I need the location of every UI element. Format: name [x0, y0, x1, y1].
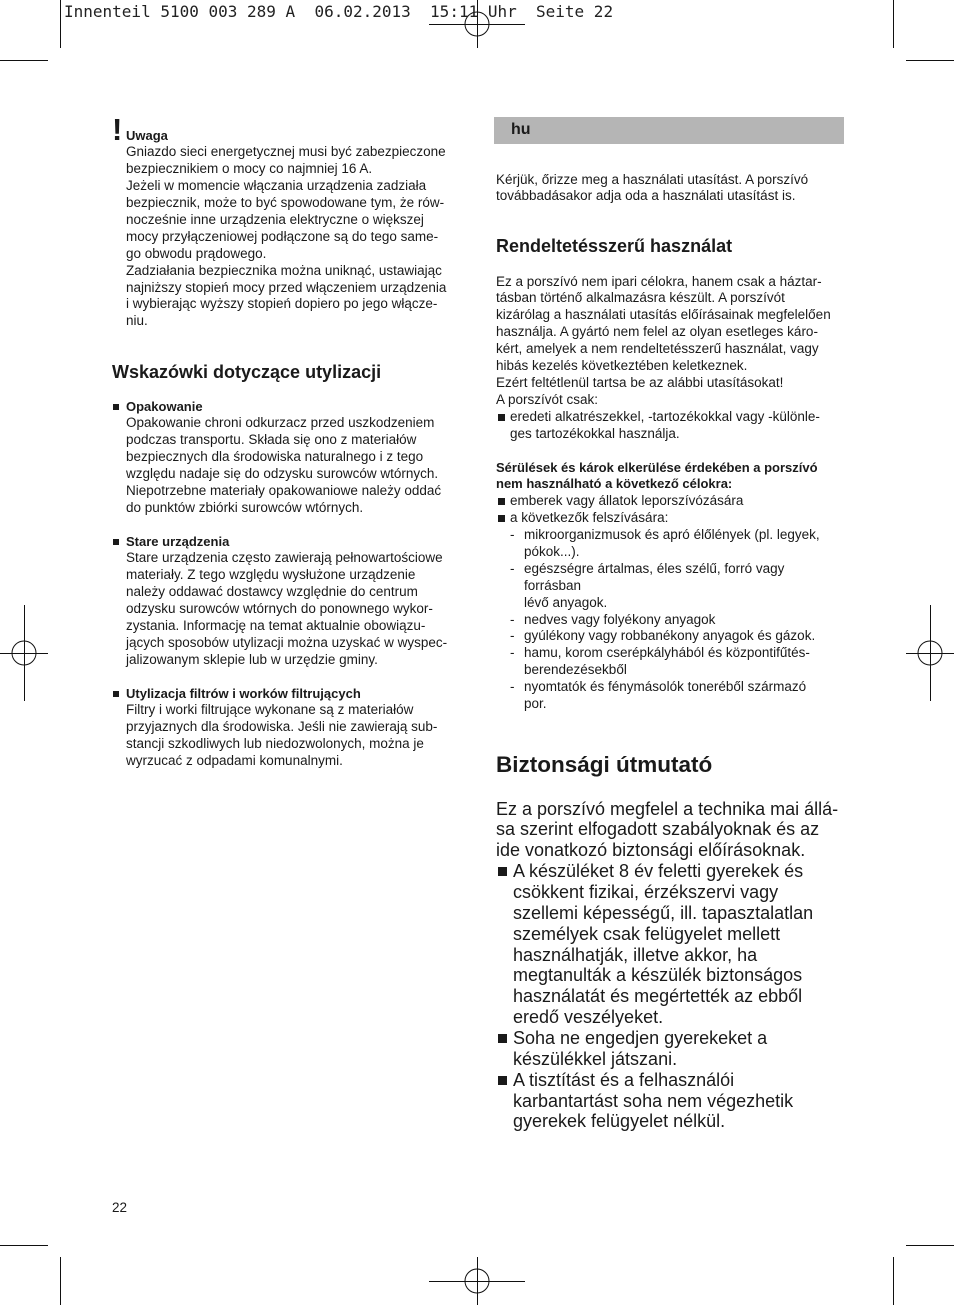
notice-line: bezpiecznik, może to być spowodowane tym, że rów- [126, 195, 445, 211]
disposal-item-line: zystania. Informację na temat aktualnie obowiązu- [126, 617, 426, 633]
sub-list-item [496, 679, 820, 713]
disposal-item-line: Niepotrzebne materiały opakowaniowe należy oddać [126, 482, 442, 498]
safety-intro-line: Ez a porszívó megfelel a technika mai állá- [496, 798, 839, 819]
safety-list-item-line: A tisztítást és a felhasználói [513, 1069, 735, 1090]
list-item-line: eredeti alkatrészekkel, -tartozékokkal vagy -különle- [510, 408, 820, 424]
disposal-item-title: Stare urządzenia [126, 533, 230, 549]
safety-list-item-line: eredő veszélyeket. [513, 1007, 664, 1028]
bullet-square-icon [498, 498, 505, 505]
list-item [496, 409, 831, 443]
safety-list-item-line: Soha ne engedjen gyerekeket a [513, 1028, 768, 1049]
safety-list-item-line: megtanulták a készülék biztonságos [513, 965, 803, 986]
notice-line: Jeżeli w momencie włączania urządzenia zadziała [126, 178, 427, 194]
dash-marker: - [510, 679, 515, 695]
safety-list-item-line: készülékkel játszani. [513, 1048, 678, 1069]
notice-line: nocześnie inne urządzenia elektryczne o większej [126, 211, 424, 227]
bullet-square-icon [498, 1076, 507, 1085]
notice-line: niu. [126, 313, 148, 329]
disposal-item-line: podczas transportu. Składa się ono z materiałów [126, 432, 417, 448]
disposal-item-line: jalizowanym sklepie lub w urzędzie gminy. [126, 651, 378, 667]
disposal-item-title: Utylizacja filtrów i worków filtrujących [126, 685, 361, 701]
disposal-item-line: wyrzucać z odpadami komunalnymi. [126, 753, 343, 769]
dash-marker: - [510, 628, 515, 644]
disposal-item-line: Opakowanie chroni odkurzacz przed uszkodzeniem [126, 415, 435, 431]
sub-list-item-line: forrásban [524, 577, 582, 593]
list-item [496, 493, 820, 510]
dash-marker: - [510, 560, 515, 576]
disposal-item-line: stancji szkodliwych lub niedozwolonych, można je [126, 736, 424, 752]
notice-line: bezpiecznikiem o mocy co najmniej 16 A. [126, 161, 373, 177]
disposal-item-line: należy oddawać dostawcy względnie do centrum [126, 584, 418, 600]
disposal-item-old-appliances [126, 534, 447, 669]
safety-list-item-line: gyerekek felügyelet nélkül. [513, 1111, 726, 1132]
safety-heading: Biztonsági útmutató [496, 752, 713, 777]
safety-list-item [496, 1070, 838, 1133]
sub-list-item-line: lévő anyagok. [524, 594, 608, 610]
notice-line: go obwodu prądowego. [126, 245, 267, 261]
sub-list-item-line: hamu, korom cserépkályhából és központifűtés- [524, 645, 810, 661]
list-item-line: a következők felszívására: [510, 510, 669, 526]
sub-list-item-line: berendezésekből [524, 662, 627, 678]
warning-exclamation-icon: ! [112, 112, 123, 147]
intro-line: továbbadásakor adja oda a használati utasítást is. [496, 188, 796, 204]
sub-list-item-line: por. [524, 695, 547, 711]
disposal-item-packaging [126, 399, 441, 517]
sub-list-item [496, 612, 820, 629]
intended-use-line: használja. A gyártó nem felel az olyan esetleges káro- [496, 324, 818, 340]
disposal-item-line: do punktów zbiórki surowców wtórnych. [126, 499, 364, 515]
safety-list-item-line: szellemi képességű, ill. tapasztalatlan [513, 902, 814, 923]
safety-list-item [496, 1028, 838, 1070]
intended-use-line: kért, amelyek a nem rendeltetésszerű használat, vagy [496, 341, 819, 357]
notice-title: Uwaga [126, 127, 168, 143]
disposal-item-line: przyjaznych dla środowiska. Jeśli nie zawierają sub- [126, 719, 438, 735]
sub-list-item-line: gyúlékony vagy robbanékony anyagok és gázok. [524, 628, 816, 644]
dash-marker: - [510, 645, 515, 661]
safety-block [496, 799, 838, 1133]
disposal-item-line: względu nadaje się do odzysku surowców wtórnych. [126, 466, 439, 482]
intended-use-block [496, 274, 831, 443]
sub-list-item [496, 645, 820, 679]
language-tab [494, 117, 844, 144]
registration-mark [465, 1269, 489, 1293]
disposal-heading: Wskazówki dotyczące utylizacji [112, 362, 382, 382]
dash-marker: - [510, 611, 515, 627]
bullet-square-icon [113, 404, 119, 410]
registration-mark [12, 641, 36, 665]
prohibited-use-title: nem használható a következő célokra: [496, 476, 733, 492]
disposal-item-line: odzysku surowców wtórnych do ponownego wykor- [126, 601, 433, 617]
intro-block [496, 172, 808, 206]
safety-list-item [496, 861, 838, 1028]
intended-use-line: Ez a porszívó nem ipari célokra, hanem csak a háztar- [496, 273, 822, 289]
intended-use-line: tásban történő alkalmazásra készült. A porszívót [496, 290, 785, 306]
safety-intro-line: ide vonatkozó biztonsági előírásoknak. [496, 840, 806, 861]
list-item [496, 510, 820, 527]
disposal-item-line: Filtry i worki filtrujące wykonane są z materiałów [126, 702, 414, 718]
bullet-square-icon [498, 515, 505, 522]
page-number: 22 [112, 1199, 128, 1215]
safety-list-item-line: használatát és megértették az ebből [513, 986, 803, 1007]
intro-line: Kérjük, őrizze meg a használati utasítást. A porszívó [496, 171, 809, 187]
language-tab-label: hu [511, 121, 531, 138]
safety-intro-line: sa szerint elfogadott szabályoknak és az [496, 819, 820, 840]
notice-line: i wybierając wyższy stopień dopiero po jego włącze- [126, 296, 438, 312]
bullet-square-icon [498, 867, 507, 876]
sub-list-item [496, 628, 820, 645]
notice-line: Gniazdo sieci energetycznej musi być zabezpieczone [126, 144, 446, 160]
list-item-line: ges tartozékokkal használja. [510, 425, 680, 441]
safety-list-item-line: A készüléket 8 év feletti gyerekek és [513, 861, 804, 882]
safety-list-item-line: csökkent fizikai, érzékszervi vagy [513, 882, 779, 903]
bullet-square-icon [113, 691, 119, 697]
sub-list-item [496, 561, 820, 612]
intended-use-line: A porszívót csak: [496, 391, 599, 407]
prohibited-use-title: Sérülések és károk elkerülése érdekében a porszívó [496, 459, 818, 475]
intended-use-heading: Rendeltetésszerű használat [496, 236, 733, 256]
disposal-item-line: materiały. Z tego względu wysłużone urządzenie [126, 567, 416, 583]
dash-marker: - [510, 527, 515, 543]
disposal-item-line: bezpiecznych dla środowiska naturalnego i z tego [126, 449, 424, 465]
prohibited-use-block [496, 460, 820, 713]
disposal-item-line: Stare urządzenia często zawierają pełnowartościowe [126, 550, 443, 566]
safety-list-item-line: karbantartást soha nem végezhetik [513, 1090, 794, 1111]
safety-list-item-line: használhatják, illetve akkor, ha [513, 944, 758, 965]
sub-list-item [496, 527, 820, 561]
disposal-item-line: jących sposobów utylizacji można uzyskać w wyspec- [126, 634, 448, 650]
sub-list-item-line: mikroorganizmusok és apró élőlények (pl. legyek, [524, 527, 820, 543]
disposal-item-filters [126, 686, 437, 770]
sub-list-item-line: nedves vagy folyékony anyagok [524, 611, 716, 627]
bullet-square-icon [498, 414, 505, 421]
intended-use-line: Ezért feltétlenül tartsa be az alábbi utasításokat! [496, 374, 784, 390]
sub-list-item-line: pókok...). [524, 543, 580, 559]
disposal-item-title: Opakowanie [126, 398, 203, 414]
notice-block [126, 128, 446, 331]
sub-list-item-line: egészségre ártalmas, éles szélű, forró vagy [524, 560, 785, 576]
notice-line: mocy przyłączeniowej podłączone są do tego same- [126, 228, 439, 244]
bullet-square-icon [498, 1034, 507, 1043]
sub-list-item-line: nyomtatók és fénymásolók toneréből származó [524, 679, 807, 695]
intended-use-line: kizárólag a használati utasítás előírásainak megfelelően [496, 307, 831, 323]
safety-list-item-line: személyek csak felügyelet mellett [513, 923, 781, 944]
print-header: Innenteil 5100 003 289 A 06.02.2013 15:11 Uhr Seite 22 [64, 2, 614, 21]
list-item-line: emberek vagy állatok leporszívózására [510, 493, 744, 509]
notice-line: Zadziałania bezpiecznika można uniknąć, ustawiając [126, 262, 442, 278]
registration-mark [918, 641, 942, 665]
bullet-square-icon [113, 539, 119, 545]
notice-line: najniższy stopień mocy przed włączeniem urządzenia [126, 279, 447, 295]
intended-use-line: hibás kezelés következtében keletkeznek. [496, 357, 748, 373]
